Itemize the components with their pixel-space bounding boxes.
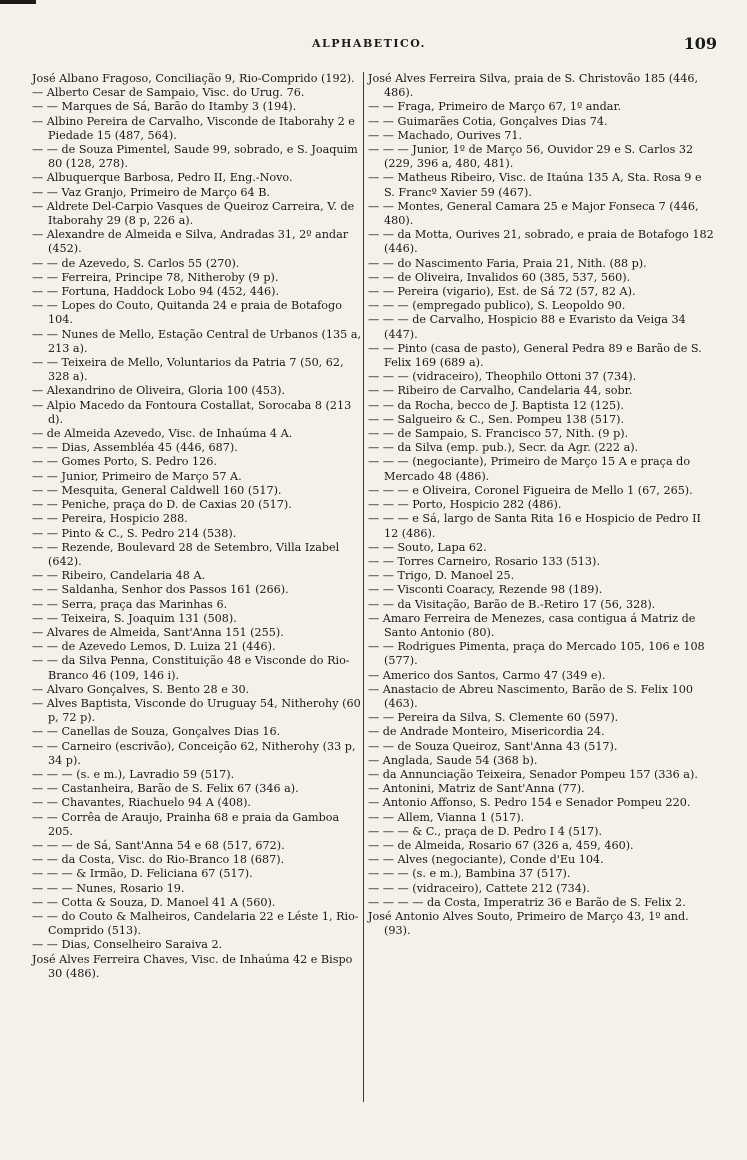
directory-entry: — Antonini, Matriz de Sant'Anna (77).: [368, 782, 585, 796]
directory-entry: — — da Visitação, Barão de B.-Retiro 17 (56, 328).: [368, 597, 656, 611]
page-corner-mark: [0, 0, 36, 4]
directory-entry: — — da Silva Penna, Constituição 48 e Visconde do Rio-Branco 46 (109, 146 i).: [32, 654, 350, 682]
directory-entry: — — Ribeiro, Candelaria 48 A.: [32, 569, 206, 583]
directory-entry: — Alexandre de Almeida e Silva, Andradas 31, 2º andar (452).: [32, 228, 349, 256]
directory-entry: — — Pereira da Silva, S. Clemente 60 (597).: [368, 711, 619, 725]
directory-entry: — — da Rocha, becco de J. Baptista 12 (125).: [368, 398, 624, 412]
directory-entry: — Alves Baptista, Visconde do Uruguay 54, Nitherohy (60 p, 72 p).: [32, 696, 361, 725]
directory-entry: — — Machado, Ourives 71.: [368, 128, 523, 142]
directory-entry: — — Pinto & C., S. Pedro 214 (538).: [32, 526, 237, 540]
directory-entry: José Albano Fragoso, Conciliação 9, Rio-Comprido (192).: [32, 72, 355, 85]
directory-entry: — — Ferreira, Principe 78, Nitheroby (9 p).: [32, 270, 279, 284]
directory-entry: — — de Souza Pimentel, Saude 99, sobrado, e S. Joaquim 80 (128, 278).: [32, 143, 358, 171]
directory-entry: — — Guimarães Cotia, Gonçalves Dias 74.: [368, 114, 608, 128]
directory-entry: — — — & Irmão, D. Feliciana 67 (517).: [32, 867, 253, 881]
directory-entry: — Alvaro Gonçalves, S. Bento 28 e 30.: [32, 682, 250, 696]
directory-entry: — Alberto Cesar de Sampaio, Visc. do Urug. 76.: [32, 86, 305, 100]
directory-entry: — — Salgueiro & C., Sen. Pompeu 138 (517).: [368, 412, 625, 426]
directory-entry: José Alves Ferreira Silva, praia de S. Christovão 185 (446, 486).: [368, 72, 699, 100]
page-header: [0, 34, 747, 54]
directory-entry: José Alves Ferreira Chaves, Visc. de Inhaúma 42 e Bispo 30 (486).: [32, 952, 353, 980]
directory-entry: — — Gomes Porto, S. Pedro 126.: [32, 455, 217, 469]
directory-entry: — — de Azevedo, S. Carlos 55 (270).: [32, 256, 240, 270]
directory-entry: — — Cotta & Souza, D. Manoel 41 A (560).: [32, 895, 276, 909]
directory-entry: — — — e Oliveira, Coronel Figueira de Mello 1 (67, 265).: [368, 483, 693, 497]
directory-entry: — — de Sampaio, S. Francisco 57, Nith. (9 p).: [368, 427, 629, 441]
directory-entry: — Albino Pereira de Carvalho, Visconde de Itaborahy 2 e Piedade 15 (487, 564).: [32, 114, 355, 142]
directory-entry: — — de Souza Queiroz, Sant'Anna 43 (517).: [368, 739, 618, 753]
directory-entry: — — Peniche, praça do D. de Caxias 20 (517).: [32, 498, 292, 512]
directory-entry: — — Alves (negociante), Conde d'Eu 104.: [368, 853, 604, 867]
directory-entry: — Americo dos Santos, Carmo 47 (349 e).: [368, 668, 606, 682]
directory-entry: — — — Porto, Hospicio 282 (486).: [368, 498, 562, 512]
directory-entry: — — Fraga, Primeiro de Março 67, 1º andar.: [368, 100, 622, 114]
directory-entry: — — da Motta, Ourives 21, sobrado, e praia de Botafogo 182 (446).: [368, 228, 714, 256]
directory-entry: — — — (empregado publico), S. Leopoldo 90.: [368, 299, 626, 313]
directory-entry: — Antonio Affonso, S. Pedro 154 e Senador Pompeu 220.: [368, 796, 691, 810]
directory-entry: — — Chavantes, Riachuelo 94 A (408).: [32, 796, 251, 810]
directory-entry: — — Dias, Conselheiro Saraiva 2.: [32, 938, 223, 952]
directory-entry: — — da Costa, Visc. do Rio-Branco 18 (687).: [32, 853, 285, 867]
directory-entry: — de Andrade Monteiro, Misericordia 24.: [368, 725, 605, 739]
directory-entry: — — — Junior, 1º de Março 56, Ouvidor 29 e S. Carlos 32 (229, 396 a, 480, 481).: [368, 143, 694, 171]
directory-entry: — — Marques de Sá, Barão do Itamby 3 (194).: [32, 100, 297, 114]
directory-entry: — — Serra, praça das Marinhas 6.: [32, 597, 228, 611]
column-divider: [363, 72, 364, 1102]
left-column: [32, 72, 362, 981]
directory-entry: — — — (vidraceiro), Cattete 212 (734).: [368, 881, 590, 895]
directory-entry: — — Fortuna, Haddock Lobo 94 (452, 446).: [32, 285, 280, 299]
directory-entry: — — Trigo, D. Manoel 25.: [368, 569, 515, 583]
directory-entry: — — de Oliveira, Invalidos 60 (385, 537, 560).: [368, 270, 631, 284]
directory-entry: — — — & C., praça de D. Pedro I 4 (517).: [368, 824, 603, 838]
directory-entry: — — Allem, Vianna 1 (517).: [368, 810, 525, 824]
directory-entry: — — do Couto & Malheiros, Candelaria 22 e Léste 1, Rio-Comprido (513).: [32, 909, 359, 938]
directory-entry: — Aldrete Del-Carpio Vasques de Queiroz Carreira, V. de Itaborahy 29 (8 p, 226 a).: [32, 199, 355, 228]
directory-entry: — — Visconti Coaracy, Rezende 98 (189).: [368, 583, 603, 597]
directory-entry: — — Montes, General Camara 25 e Major Fonseca 7 (446, 480).: [368, 199, 699, 228]
right-column: [368, 72, 715, 938]
directory-entry: — — Pereira, Hospicio 288.: [32, 512, 188, 526]
directory-entry: — — — Nunes, Rosario 19.: [32, 881, 185, 895]
directory-entry: — Albuquerque Barbosa, Pedro II, Eng.-Novo.: [32, 171, 293, 185]
directory-entry: — — de Almeida, Rosario 67 (326 a, 459, 460).: [368, 838, 634, 852]
directory-entry: — — — — da Costa, Imperatriz 36 e Barão de S. Felix 2.: [368, 895, 686, 909]
directory-entry: — — Pinto (casa de pasto), General Pedra 89 e Barão de S. Felix 169 (689 a).: [368, 341, 702, 370]
directory-entry: — — — de Sá, Sant'Anna 54 e 68 (517, 672).: [32, 838, 285, 852]
directory-entry: — — Souto, Lapa 62.: [368, 540, 487, 554]
directory-entry: — — Saldanha, Senhor dos Passos 161 (266).: [32, 583, 289, 597]
directory-entry: — — do Nascimento Faria, Praia 21, Nith. (88 p).: [368, 256, 647, 270]
directory-entry: — — Vaz Granjo, Primeiro de Março 64 B.: [32, 185, 270, 199]
page-number: 109: [683, 34, 717, 53]
directory-entry: — — — (s. e m.), Bambina 37 (517).: [368, 867, 571, 881]
directory-entry: — — Lopes do Couto, Quitanda 24 e praia de Botafogo 104.: [32, 299, 342, 327]
directory-entry: — Alvares de Almeida, Sant'Anna 151 (255).: [32, 625, 284, 639]
directory-entry: — — Teixeira, S. Joaquim 131 (508).: [32, 611, 237, 625]
directory-entry: — — Junior, Primeiro de Março 57 A.: [32, 469, 242, 483]
directory-entry: — — Pereira (vigario), Est. de Sá 72 (57, 82 A).: [368, 285, 636, 299]
directory-entry: — — Ribeiro de Carvalho, Candelaria 44, sobr.: [368, 384, 633, 398]
directory-entry: — — — (vidraceiro), Theophilo Ottoni 37 (734).: [368, 370, 637, 384]
directory-entry: — da Annunciação Teixeira, Senador Pompeu 157 (336 a).: [368, 767, 698, 781]
directory-entry: — — Teixeira de Mello, Voluntarios da Patria 7 (50, 62, 328 a).: [32, 356, 344, 384]
directory-entry: — — — de Carvalho, Hospicio 88 e Evaristo da Veiga 34 (447).: [368, 313, 686, 341]
directory-entry: — Alpio Macedo da Fontoura Costallat, Sorocaba 8 (213 d).: [32, 398, 352, 426]
directory-entry: — — Mesquita, General Caldwell 160 (517).: [32, 483, 282, 497]
directory-entry: — de Almeida Azevedo, Visc. de Inhaúma 4 A.: [32, 427, 293, 441]
directory-entry: — Alexandrino de Oliveira, Gloria 100 (453).: [32, 384, 286, 398]
directory-entry: — — Matheus Ribeiro, Visc. de Itaúna 135 A, Sta. Rosa 9 e S. Francº Xavier 59 (467).: [368, 171, 702, 199]
directory-entry: — — de Azevedo Lemos, D. Luiza 21 (446).: [32, 640, 276, 654]
directory-entry: — Amaro Ferreira de Menezes, casa contigua á Matriz de Santo Antonio (80).: [368, 611, 696, 639]
page-title: ALPHABETICO.: [312, 37, 427, 50]
directory-entry: — Anastacio de Abreu Nascimento, Barão de S. Felix 100 (463).: [368, 682, 693, 710]
directory-entry: — — Rezende, Boulevard 28 de Setembro, Villa Izabel (642).: [32, 540, 340, 568]
directory-entry: — Anglada, Saude 54 (368 b).: [368, 753, 538, 767]
directory-entry: — — Corrêa de Araujo, Prainha 68 e praia da Gamboa 205.: [32, 810, 340, 838]
directory-entry: — — — (s. e m.), Lavradio 59 (517).: [32, 767, 235, 781]
directory-entry: — — Rodrigues Pimenta, praça do Mercado 105, 106 e 108 (577).: [368, 640, 705, 668]
directory-entry: José Antonio Alves Souto, Primeiro de Março 43, 1º and. (93).: [368, 909, 689, 938]
directory-entry: — — — e Sá, largo de Santa Rita 16 e Hospicio de Pedro II 12 (486).: [368, 512, 701, 540]
directory-entry: — — — (negociante), Primeiro de Março 15 A e praça do Mercado 48 (486).: [368, 455, 691, 483]
directory-entry: — — Canellas de Souza, Gonçalves Dias 16.: [32, 725, 281, 739]
directory-entry: — — Dias, Assembléa 45 (446, 687).: [32, 441, 238, 455]
directory-entry: — — Carneiro (escrivão), Conceição 62, Nitherohy (33 p, 34 p).: [32, 739, 356, 767]
directory-entry: — — Castanheira, Barão de S. Felix 67 (346 a).: [32, 782, 299, 796]
directory-entry: — — Torres Carneiro, Rosario 133 (513).: [368, 554, 600, 568]
directory-entry: — — Nunes de Mello, Estação Central de Urbanos (135 a, 213 a).: [32, 327, 362, 355]
directory-entry: — — da Silva (emp. pub.), Secr. da Agr. (222 a).: [368, 441, 639, 455]
